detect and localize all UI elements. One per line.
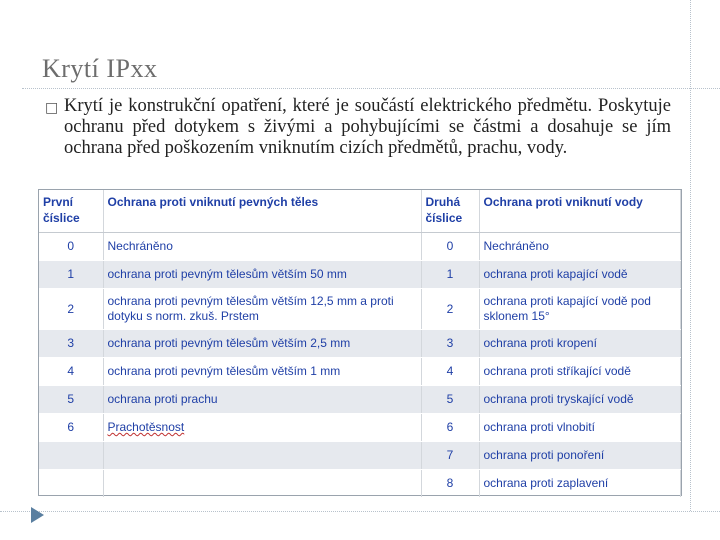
table-row [39, 233, 681, 261]
header-solid-protection: Ochrana proti vniknutí pevných těles [103, 190, 421, 233]
second-digit-cell: 2 [421, 289, 479, 330]
second-digit-cell: 1 [421, 261, 479, 289]
second-digit-cell: 0 [421, 233, 479, 261]
solid-protection-cell [103, 414, 421, 442]
solid-protection-cell: ochrana proti prachu [103, 386, 421, 414]
table-header-row [39, 190, 681, 233]
water-protection-cell: ochrana proti vlnobití [479, 414, 681, 442]
solid-protection-cell: ochrana proti pevným tělesům větším 2,5 mm [103, 330, 421, 358]
title-divider [22, 88, 720, 89]
second-digit-cell: 3 [421, 330, 479, 358]
table-row [39, 442, 681, 470]
ip-rating-table [38, 189, 682, 496]
first-digit-cell: 0 [39, 233, 103, 261]
square-bullet-icon: □ [45, 100, 59, 116]
water-protection-cell: ochrana proti kapající vodě pod sklonem 15° [479, 289, 681, 330]
first-digit-cell: 3 [39, 330, 103, 358]
bottom-guide-line [0, 511, 720, 512]
second-digit-cell: 4 [421, 358, 479, 386]
slide-title: Krytí IPxx [42, 54, 158, 83]
solid-protection-cell: ochrana proti pevným tělesům větším 1 mm [103, 358, 421, 386]
water-protection-cell: ochrana proti tryskající vodě [479, 386, 681, 414]
solid-protection-cell: Nechráněno [103, 233, 421, 261]
body-paragraph: Krytí je konstrukční opatření, které je součástí elektrického předmětu. Poskytuje ochranu před dotykem s živými a pohybujícími se částmi a dosahuje se jím ochrana před poškozením vniknutím cizích předmětů, prachu, vody. [64, 96, 671, 158]
solid-protection-cell [103, 442, 421, 470]
second-digit-cell: 5 [421, 386, 479, 414]
second-digit-cell: 7 [421, 442, 479, 470]
solid-protection-cell: ochrana proti pevným tělesům větším 50 mm [103, 261, 421, 289]
table-row [39, 470, 681, 498]
first-digit-cell: 2 [39, 289, 103, 330]
second-digit-cell: 8 [421, 470, 479, 498]
water-protection-cell: ochrana proti kapající vodě [479, 261, 681, 289]
table-row [39, 261, 681, 289]
first-digit-cell: 4 [39, 358, 103, 386]
water-protection-cell: ochrana proti kropení [479, 330, 681, 358]
water-protection-cell: ochrana proti stříkající vodě [479, 358, 681, 386]
table-row [39, 386, 681, 414]
spellcheck-word: Prachotěsnost [107, 420, 185, 434]
header-water-protection: Ochrana proti vniknutí vody [479, 190, 681, 233]
first-digit-cell [39, 470, 103, 498]
solid-protection-cell: ochrana proti pevným tělesům větším 12,5 mm a proti dotyku s norm. zkuš. Prstem [103, 289, 421, 330]
second-digit-cell: 6 [421, 414, 479, 442]
table-row [39, 358, 681, 386]
table-row [39, 330, 681, 358]
right-guide-line [690, 0, 691, 511]
first-digit-cell: 5 [39, 386, 103, 414]
table-row [39, 414, 681, 442]
first-digit-cell [39, 442, 103, 470]
play-arrow-icon[interactable] [31, 507, 44, 523]
solid-protection-cell [103, 470, 421, 498]
water-protection-cell: ochrana proti ponoření [479, 442, 681, 470]
water-protection-cell: Nechráněno [479, 233, 681, 261]
table-row [39, 289, 681, 330]
header-first-digit: První číslice [39, 190, 103, 233]
first-digit-cell: 1 [39, 261, 103, 289]
header-second-digit: Druhá číslice [421, 190, 479, 233]
first-digit-cell: 6 [39, 414, 103, 442]
water-protection-cell: ochrana proti zaplavení [479, 470, 681, 498]
